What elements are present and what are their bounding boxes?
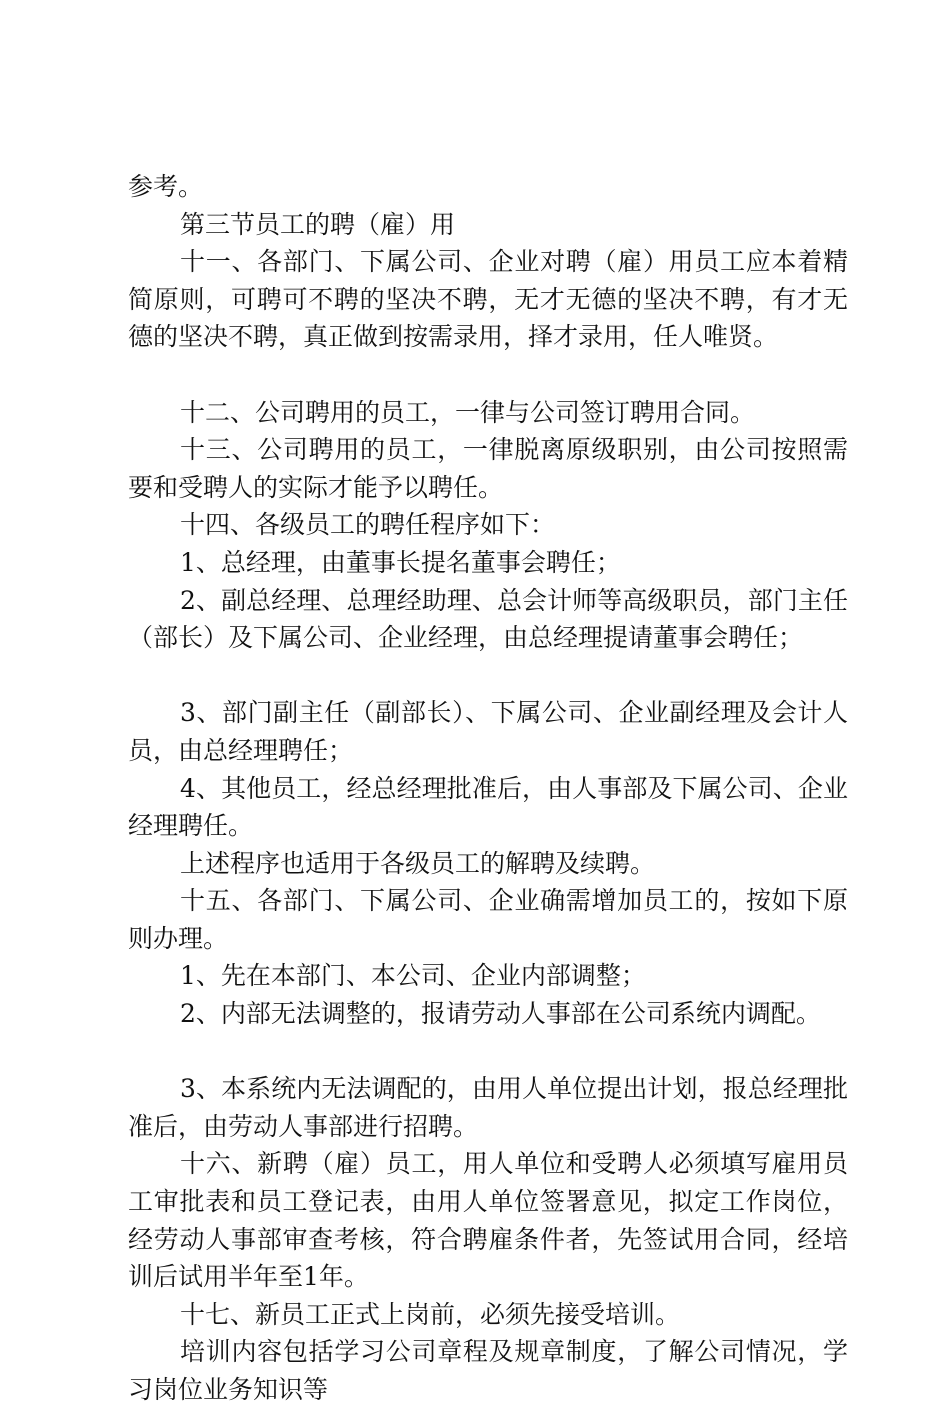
list-item-2: 2、副总经理、总理经助理、总会计师等高级职员，部门主任（部长）及下属公司、企业经理，由总经理提请董事会聘任；	[128, 585, 848, 653]
paragraph-continuation: 参考。	[128, 172, 204, 201]
section-heading: 第三节员工的聘（雇）用	[180, 209, 456, 239]
list-item-1: 1、总经理，由董事长提名董事会聘任；	[180, 547, 621, 577]
paragraph-article-17: 十七、新员工正式上岗前，必须先接受培训。	[180, 1299, 681, 1329]
paragraph-training-content: 培训内容包括学习公司章程及规章制度，了解公司情况，学习岗位业务知识等	[128, 1337, 848, 1404]
paragraph-article-15: 十五、各部门、下属公司、企业确需增加员工的，按如下原则办理。	[128, 886, 848, 953]
paragraph-procedure-note: 上述程序也适用于各级员工的解聘及续聘。	[180, 848, 656, 878]
list-item-15-2: 2、内部无法调整的，报请劳动人事部在公司系统内调配。	[180, 999, 821, 1029]
list-item-3: 3、部门副主任（副部长）、下属公司、企业副经理及会计人员，由总经理聘任；	[128, 698, 848, 765]
list-item-15-1: 1、先在本部门、本公司、企业内部调整；	[180, 961, 646, 991]
list-item-4: 4、其他员工，经总经理批准后，由人事部及下属公司、企业经理聘任。	[128, 773, 848, 841]
paragraph-article-16: 十六、新聘（雇）员工，用人单位和受聘人必须填写雇用员工审批表和员工登记表，由用人单位签署意见，拟定工作岗位，经劳动人事部审查考核，符合聘雇条件者，先签试用合同，经培训后试用半年至1年。	[128, 1149, 848, 1292]
paragraph-article-14: 十四、各级员工的聘任程序如下：	[180, 510, 556, 540]
paragraph-article-11: 十一、各部门、下属公司、企业对聘（雇）用员工应本着精简原则，可聘可不聘的坚决不聘，无才无德的坚决不聘，有才无德的坚决不聘，真正做到按需录用，择才录用，任人唯贤。	[128, 247, 848, 352]
list-item-15-3: 3、本系统内无法调配的，由用人单位提出计划，报总经理批准后，由劳动人事部进行招聘。	[128, 1074, 848, 1141]
paragraph-article-13: 十三、公司聘用的员工，一律脱离原级职别，由公司按照需要和受聘人的实际才能予以聘任。	[128, 435, 848, 502]
paragraph-article-12: 十二、公司聘用的员工，一律与公司签订聘用合同。	[180, 397, 756, 427]
document-body	[128, 168, 848, 1409]
